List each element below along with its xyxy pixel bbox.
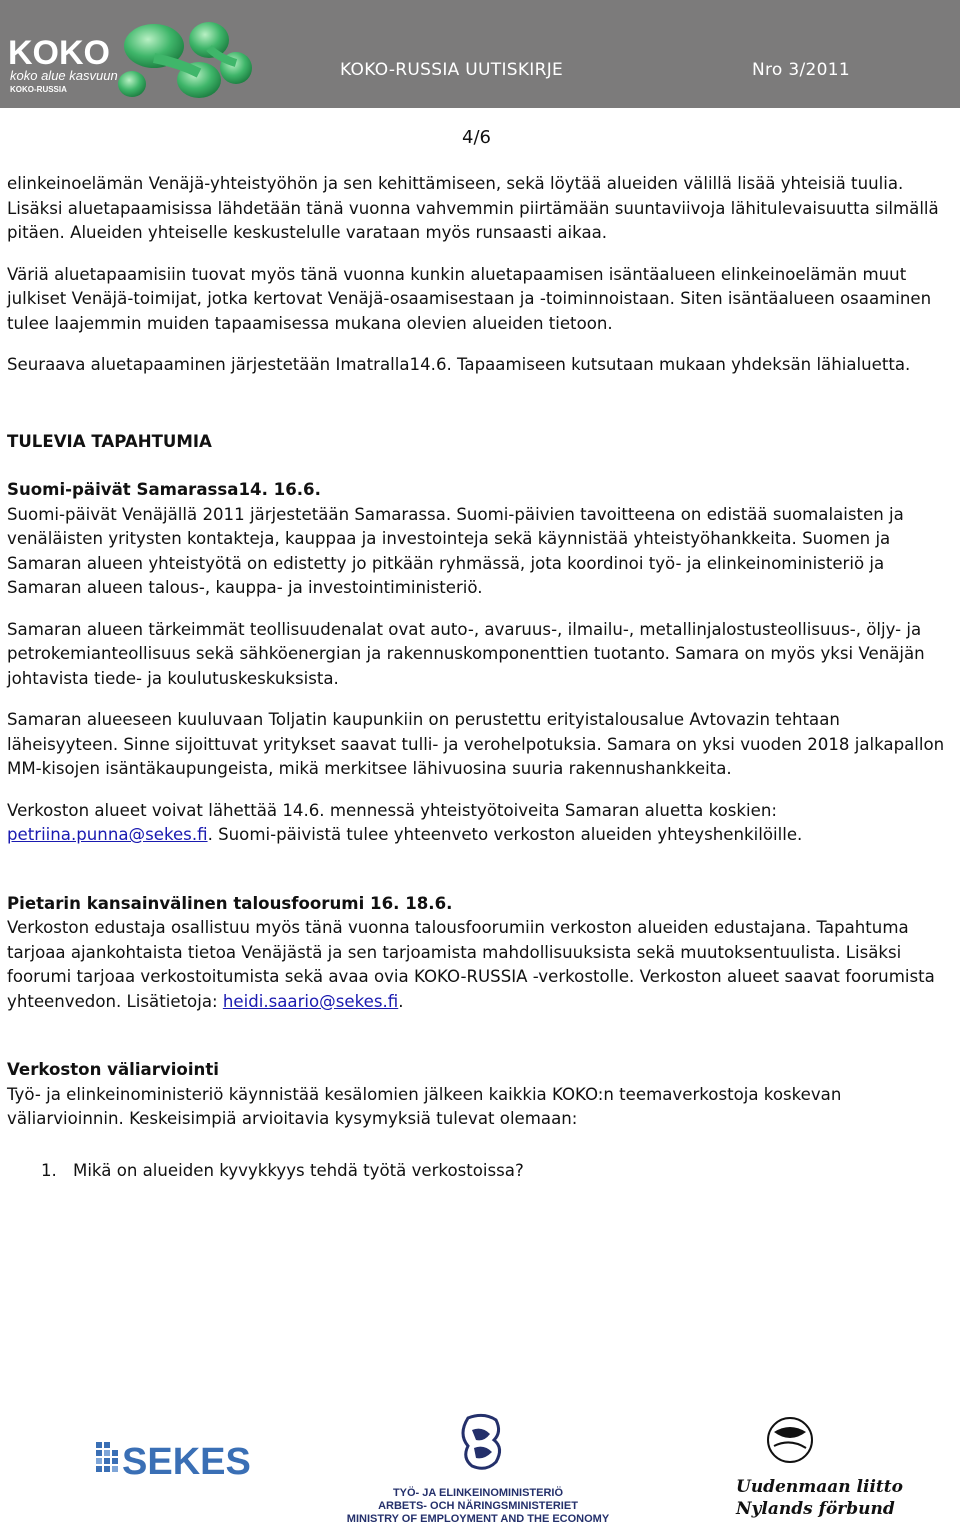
- page-header: [0, 0, 960, 108]
- question-list: [7, 1159, 953, 1184]
- logo-sub-text: KOKO-RUSSIA: [10, 85, 67, 94]
- article-body: [7, 172, 953, 1183]
- lion-emblem-icon: [463, 1415, 500, 1468]
- paragraph-text: . Suomi-päivistä tulee yhteenveto verkoston alueiden yhteyshenkilöille.: [207, 825, 803, 844]
- event-title: Suomi-päivät Samarassa14. 16.6.: [7, 480, 321, 499]
- paragraph: Samaran alueen tärkeimmät teollisuudenalat ovat auto-, avaruus-, ilmailu-, metallinjalostusteollisuus-, öljy- ja petrokemianteollisuus sekä sähköenergian ja rakennuskomponenttien tuotanto. Samara on myös yksi Venäjän johtavista tiede- ja koulutuskeskuksista.: [7, 619, 925, 688]
- paragraph-text: Verkoston alueet voivat lähettää 14.6. mennessä yhteistyötoiveita Samaran aluetta koskien:: [7, 800, 777, 820]
- tem-name-en: MINISTRY OF EMPLOYMENT AND THE ECONOMY: [346, 1513, 610, 1525]
- event-title: Pietarin kansainvälinen talousfoorumi 16. 18.6.: [7, 893, 453, 913]
- paragraph: elinkeinoelämän Venäjä-yhteistyöhön ja sen kehittämiseen, sekä löytää alueiden välillä lisää yhteisiä tuulia. Lisäksi aluetapaamisissa lähdetään tänä vuonna vahvemmin piirtämään suuntaviivoja lähitulevaisuutta silmällä pitäen. Alueiden yhteiselle keskustelulle varataan myös runsaasti aikaa.: [7, 174, 939, 242]
- issue-number: Nro 3/2011: [752, 60, 850, 80]
- section-heading: TULEVIA TAPAHTUMIA: [7, 431, 212, 451]
- paragraph: Seuraava aluetapaaminen järjestetään Imatralla14.6. Tapaamiseen kutsutaan mukaan yhdeksän lähialuetta.: [7, 355, 911, 374]
- list-text: Mikä on alueiden kyvykkyys tehdä työtä verkostoissa?: [73, 1160, 524, 1180]
- tem-name-sv: ARBETS- OCH NÄRINGSMINISTERIET: [378, 1500, 578, 1512]
- uusimaa-logo: [735, 1418, 903, 1519]
- event-title: Verkoston väliarviointi: [7, 1060, 219, 1079]
- paragraph: [7, 916, 953, 1014]
- page-number: 4/6: [462, 127, 491, 148]
- email-link[interactable]: heidi.saario@sekes.fi: [222, 991, 399, 1011]
- sekes-logo: [96, 1441, 251, 1483]
- newsletter-title: KOKO-RUSSIA UUTISKIRJE: [340, 60, 564, 80]
- sekes-mark-icon: [96, 1442, 118, 1472]
- paragraph-text: Verkoston edustaja osallistuu myös tänä vuonna talousfoorumiin verkoston alueiden edustajana. Tapahtuma tarjoaa ajankohtaista tietoa Venäjästä ja sen tarjoamista mahdollisuuksista sekä muutoksentuulista. Lisäksi foorumi tarjoaa verkostoitumista sekä avaa ovia KOKO-RUSSIA -verkostolle. Verkoston alueet saavat foorumista yhteenvedon. Lisätietoja:: [7, 918, 935, 1011]
- list-number: 1.: [41, 1160, 57, 1180]
- paragraph: Työ- ja elinkeinoministeriö käynnistää kesälomien jälkeen kaikkia KOKO:n teemaverkostoja koskevan väliarvioinnin. Keskeisimpiä arvioitavia kysymyksiä tulevat olemaan:: [7, 1084, 842, 1128]
- footer-logos: [0, 1410, 960, 1526]
- paragraph: Suomi-päivät Venäjällä 2011 järjestetään Samarassa. Suomi-päivien tavoitteena on edistää suomalaisten ja venäläisten yritysten kontakteja, kauppaa ja investointeja sekä käynnistää yhteistyöhankkeita. Suomen ja Samaran alueen yhteistyötä on edistetty jo pitkään ryhmässä, jota koordinoi työ- ja elinkeinoministeriö ja Samaran alueen talous-, kauppa- ja investointiministeriö.: [7, 504, 904, 597]
- uusimaa-name-fi: Uudenmaan liitto: [736, 1477, 903, 1497]
- tem-logo: [347, 1415, 610, 1525]
- logo-main-text: KOKO: [8, 34, 110, 72]
- list-item: [7, 1159, 953, 1184]
- uusimaa-name-sv: Nylands förbund: [736, 1499, 895, 1519]
- tem-name-fi: TYÖ- JA ELINKEINOMINISTERIÖ: [392, 1487, 564, 1499]
- logo-tagline-text: koko alue kasvuun: [10, 68, 118, 83]
- paragraph: Väriä aluetapaamisiin tuovat myös tänä vuonna kunkin aluetapaamisen isäntäalueen elinkeinoelämän muut julkiset Venäjä-toimijat, jotka kertovat Venäjä-osaamisestaan ja -toiminnoistaan. Siten isäntäalueen osaaminen tulee laajemmin muiden tapaamisessa mukana olevien alueiden tietoon.: [7, 264, 932, 333]
- sekes-label: SEKES: [122, 1441, 251, 1483]
- paragraph: [7, 799, 953, 848]
- paragraph-text: .: [398, 991, 404, 1011]
- email-link[interactable]: petriina.punna@sekes.fi: [7, 825, 208, 844]
- uusimaa-emblem-icon: [768, 1418, 812, 1462]
- paragraph: Samaran alueeseen kuuluvaan Toljatin kaupunkiin on perustettu erityistalousalue Avtovazin tehtaan läheisyyteen. Sinne sijoittuvat yritykset saavat tulli- ja verohelpotuksia. Samara on yksi vuoden 2018 jalkapallon MM-kisojen isäntäkaupungeista, mikä merkitsee lähivuosina suuria rakennushankkeita.: [7, 710, 945, 778]
- koko-logo: [4, 18, 259, 102]
